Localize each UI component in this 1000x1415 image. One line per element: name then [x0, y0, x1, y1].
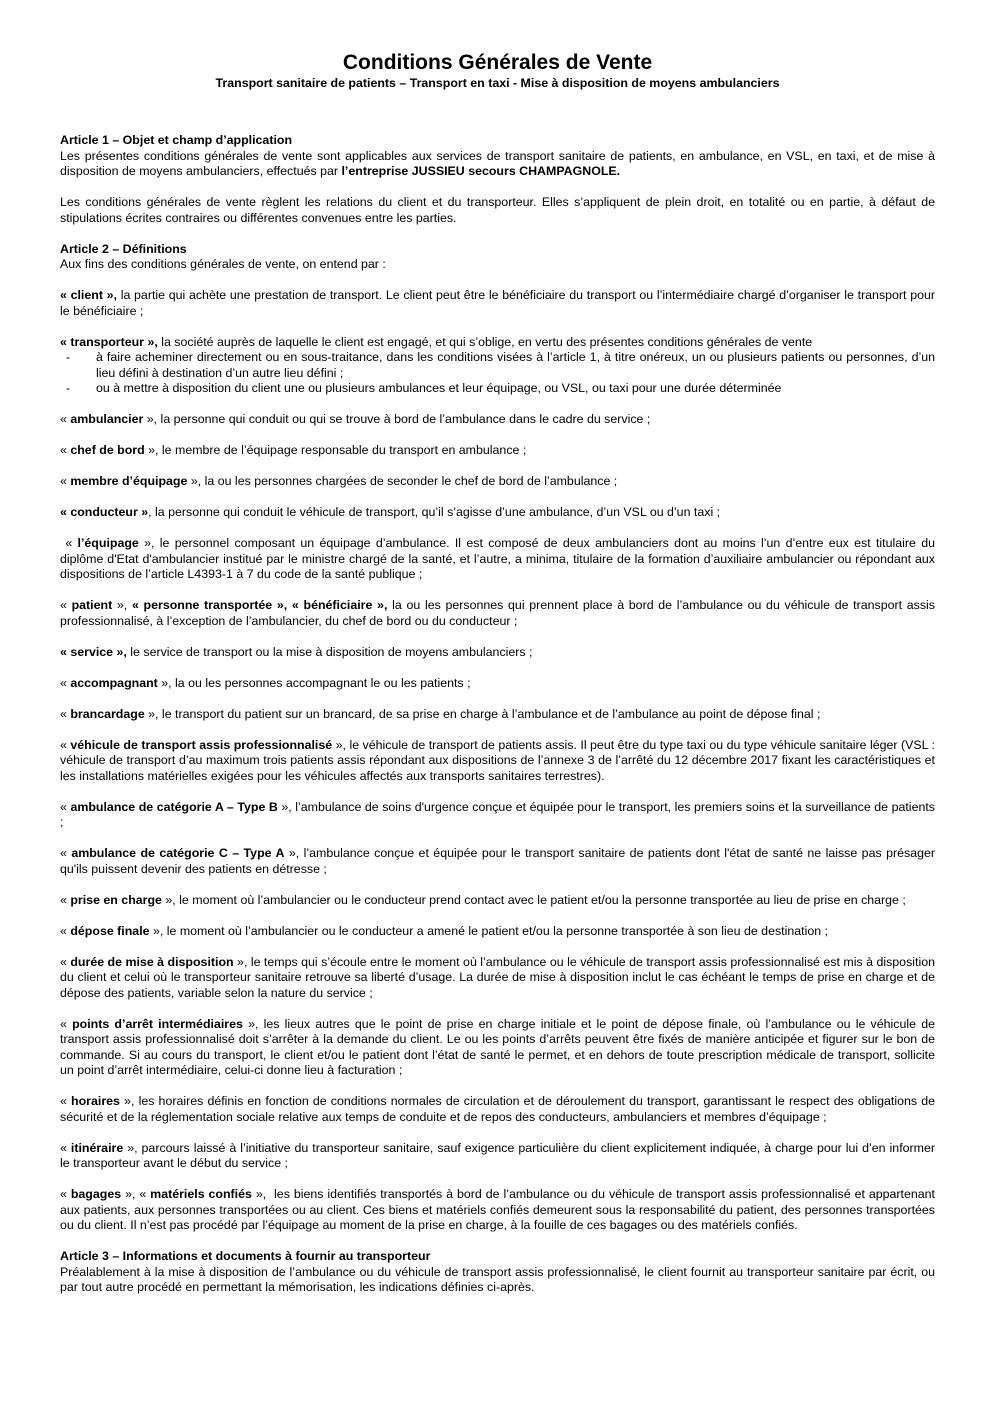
- definition-transporteur: [60, 335, 935, 351]
- definition-ambulance-cat-a: [60, 800, 935, 831]
- def-text: », le personnel composant un équipage d’ambulance. Il est composé de deux ambulanciers dont au moins l’un d’entre eux est titulaire du diplôme d'Etat d'ambulancier institué par le ministre chargé de la santé, et l’autre, a minima, titulaire de la formation d’auxiliaire ambulancier ou répondant aux dispositions de l’article L4393-1 à 7 du code de la santé publique ;: [60, 536, 935, 581]
- article-1-p1-text: Les présentes conditions générales de vente sont applicables aux services de transport sanitaire de patients, en ambulance, en VSL, en taxi, et de mise à disposition de moyens ambulanciers, effectués par: [60, 148, 935, 178]
- definition-bagages: [60, 1187, 939, 1234]
- definition-service: [60, 645, 935, 661]
- document-page: [60, 50, 939, 1311]
- def-term: ambulance de catégorie A – Type B: [70, 799, 278, 814]
- def-prefix: «: [60, 846, 72, 860]
- article-2-intro-block: [60, 242, 935, 273]
- def-term: prise en charge: [70, 892, 162, 907]
- list-item-text: ou à mettre à disposition du client une ou plusieurs ambulances et leur équipage, ou VSL, ou taxi pour une durée déterminée: [96, 381, 782, 395]
- def-text: », l’ambulance de soins d'urgence conçue et équipée pour le transport, les premiers soins et la surveillance de patients ;: [60, 799, 935, 829]
- def-prefix: «: [60, 892, 71, 907]
- def-term: véhicule de transport assis professionnalisé: [70, 737, 333, 752]
- def-term: l’équipage: [77, 536, 139, 550]
- def-text: », la personne qui conduit ou qui se trouve à bord de l’ambulance dans le cadre du service ;: [143, 412, 651, 426]
- def-term: ambulancier: [70, 412, 144, 426]
- definition-membre-equipage: [60, 474, 935, 490]
- article-3-heading: Article 3 – Informations et documents à fournir au transporteur: [60, 1249, 431, 1263]
- definition-points-arret: [60, 1017, 935, 1079]
- def-text: »,: [112, 598, 132, 612]
- definition-conducteur: [60, 505, 935, 521]
- def-text: », l’ambulance conçue et équipée pour le transport sanitaire de patients dont l'état de santé ne laisse pas présager qu'ils puissent devenir des patients en détresse ;: [60, 846, 935, 876]
- definition-accompagnant: [60, 676, 935, 692]
- def-text: », la ou les personnes accompagnant le ou les patients ;: [157, 675, 471, 690]
- def-term: itinéraire: [70, 1140, 124, 1155]
- list-item: [60, 350, 935, 381]
- definition-brancardage: [60, 707, 935, 723]
- definition-itineraire: [60, 1141, 935, 1172]
- def-prefix: «: [60, 799, 71, 814]
- def-text: », le temps qui s’écoule entre le moment où l’ambulance ou le véhicule de transport assis professionnalisé est mis à disposition du client et celui où le transporteur sanitaire retrouve sa liberté d’usage. La durée de mise à disposition inclut le cas échéant le temps de prise en charge et de dépose des patients, variable selon la nature du service ;: [60, 954, 935, 1000]
- company-name: l’entreprise JUSSIEU secours CHAMPAGNOLE.: [341, 164, 621, 178]
- def-text: », les biens identifiés transportés à bord de l’ambulance ou du véhicule de transport assis professionnalisé et appartenant aux patients, aux personnes transportées ou au client. Ces biens et matériels confiés demeurent sous la responsabilité du patient, des personnes transportées ou du client. Il n’est pas procédé par l’équipage au moment de la prise en charge, à la fouille de ces bagages ou des matériels confiés.: [60, 1187, 939, 1232]
- def-text: », le transport du patient sur un brancard, de sa prise en charge à l’ambulance et de l’ambulance au point de dépose final ;: [144, 706, 821, 721]
- article-1: [60, 133, 935, 180]
- def-text: », le moment où l’ambulancier ou le conducteur a amené le patient et/ou la personne transportée à son lieu de destination ;: [149, 923, 829, 938]
- def-text: », les horaires définis en fonction de conditions normales de circulation et de déroulement du transport, garantissant le respect des obligations de sécurité et de la réglementation sociale relative aux temps de conduite et de repos des conducteurs, ambulanciers et membres d’équipage ;: [60, 1094, 936, 1124]
- def-prefix: «: [60, 536, 78, 550]
- def-term: chef de bord: [70, 443, 145, 457]
- def-term: « service »,: [60, 644, 127, 659]
- def-text: », la ou les personnes chargées de seconder le chef de bord de l’ambulance ;: [187, 474, 618, 488]
- def-text: », parcours laissé à l’initiative du transporteur sanitaire, sauf exigence particulière du client explicitement indiquée, à charge pour lui d’en informer le transporteur avant le début du service ;: [60, 1140, 935, 1170]
- def-prefix: «: [60, 675, 71, 690]
- def-term-2: matériels confiés: [150, 1187, 252, 1201]
- def-term: points d’arrêt intermédiaires: [72, 1016, 243, 1031]
- def-term: « client »,: [60, 288, 117, 302]
- list-item: [60, 381, 935, 397]
- def-text: », le véhicule de transport de patients assis. Il peut être du type taxi ou du type véhicule sanitaire léger (VSL : véhicule de transport d’au maximum trois patients assis répondant aux dispositions de l’annexe 3 de l’arrêté du 12 décembre 2017 fixant les caractéristiques et les installations matérielles exigées pour les véhicules affectés aux transports sanitaires terrestres).: [60, 737, 935, 783]
- transporteur-list: [60, 350, 935, 397]
- article-3-p1: Préalablement à la mise à disposition de l’ambulance ou du véhicule de transport assis professionnalisé, le client fournit au transporteur sanitaire par écrit, ou par tout autre procédé en permettant la mémorisation, les indications définies ci-après.: [60, 1264, 935, 1294]
- def-term-2: « personne transportée »,: [131, 598, 288, 612]
- def-term: accompagnant: [70, 675, 158, 690]
- article-2-intro: Aux fins des conditions générales de vente, on entend par :: [60, 257, 386, 271]
- definition-horaires: [60, 1094, 935, 1125]
- def-term: ambulance de catégorie C – Type A: [71, 846, 285, 860]
- def-term: bagages: [70, 1187, 122, 1201]
- definition-equipage: [60, 536, 935, 583]
- dash-bullet: -: [66, 381, 71, 395]
- dash-bullet: -: [66, 350, 71, 364]
- def-prefix: «: [60, 923, 71, 938]
- definition-vehicule-assis: [60, 738, 935, 785]
- def-text: le service de transport ou la mise à disposition de moyens ambulanciers ;: [126, 644, 533, 659]
- def-text: », le membre de l’équipage responsable du transport en ambulance ;: [144, 443, 527, 457]
- def-term: dépose finale: [70, 923, 150, 938]
- page-title: Conditions Générales de Vente: [342, 51, 653, 74]
- def-prefix: «: [60, 443, 71, 457]
- definition-client: [60, 288, 935, 319]
- article-3: [60, 1249, 935, 1296]
- definition-chef-de-bord: [60, 443, 935, 459]
- def-text: », le moment où l’ambulancier ou le conducteur prend contact avec le patient et/ou la personne transportée au lieu de prise en charge ;: [161, 892, 906, 907]
- def-prefix: «: [60, 954, 71, 969]
- list-item-text: à faire acheminer directement ou en sous-traitance, dans les conditions visées à l’article 1, à titre onéreux, un ou plusieurs patients ou personnes, d’un lieu défini à destination d’un autre lieu défini ;: [96, 350, 935, 380]
- def-prefix: «: [60, 1140, 71, 1155]
- article-1-p2: Les conditions générales de vente règlent les relations du client et du transporteur. Elles s’appliquent de plein droit, en totalité ou en partie, à défaut de stipulations écrites contraires ou différentes convenues entre les parties.: [60, 195, 935, 225]
- definition-duree-mise-a-disposition: [60, 955, 935, 1002]
- def-term: « conducteur »: [60, 505, 149, 519]
- def-term: durée de mise à disposition: [70, 954, 234, 969]
- def-text: la partie qui achète une prestation de transport. Le client peut être le bénéficiaire du transport ou l’intermédiaire chargé d’organiser le transport pour le bénéficiaire ;: [60, 288, 935, 318]
- def-prefix: «: [60, 474, 71, 488]
- def-term: « transporteur »,: [60, 334, 158, 349]
- def-prefix: «: [60, 737, 71, 752]
- article-1-heading: Article 1 – Objet et champ d’application: [60, 133, 293, 147]
- def-term: patient: [71, 598, 113, 612]
- page-subtitle: Transport sanitaire de patients – Transport en taxi - Mise à disposition de moyens ambulanciers: [215, 76, 780, 90]
- definition-ambulancier: [60, 412, 935, 428]
- def-text: », les lieux autres que le point de prise en charge initiale et le point de dépose finale, où l’ambulance ou le véhicule de transport assis professionnalisé doit s’arrêter à la demande du client. Le ou les points d’arrêts peuvent être fixés de manière anticipée et figurer sur le bon de commande. Si au cours du transport, le client et/ou le patient dont l’état de santé le permet, et en dehors de toute prescription médicale de transport, sollicite un point d’arrêt intermédiaire, celui-ci donne lieu à facturation ;: [60, 1016, 935, 1077]
- def-term: brancardage: [70, 706, 145, 721]
- def-prefix: «: [60, 1187, 71, 1201]
- article-2-heading: Article 2 – Définitions: [60, 241, 187, 256]
- def-prefix: «: [60, 706, 71, 721]
- def-text-2: la ou les personnes qui prennent place à bord de l’ambulance ou du véhicule de transport assis professionnalisé, à l’exception de l’ambulancier, du chef de bord ou du conducteur ;: [60, 598, 935, 628]
- def-text: , la personne qui conduit le véhicule de transport, qu’il s’agisse d’une ambulance, d’un VSL ou d’un taxi ;: [148, 505, 721, 519]
- def-separator: », «: [121, 1187, 151, 1201]
- def-term-3: « bénéficiaire »,: [291, 598, 388, 612]
- def-term: membre d’équipage: [70, 474, 188, 488]
- definition-patient: [60, 598, 935, 629]
- def-prefix: «: [60, 1094, 72, 1108]
- def-prefix: «: [60, 412, 71, 426]
- def-text: la société auprès de laquelle le client est engagé, et qui s’oblige, en vertu des présentes conditions générales de vente: [157, 334, 813, 349]
- def-prefix: «: [60, 598, 72, 612]
- definition-prise-en-charge: [60, 893, 935, 909]
- def-term: horaires: [71, 1094, 120, 1108]
- def-prefix: «: [60, 1016, 73, 1031]
- definition-ambulance-cat-c: [60, 846, 935, 877]
- definition-depose-finale: [60, 924, 935, 940]
